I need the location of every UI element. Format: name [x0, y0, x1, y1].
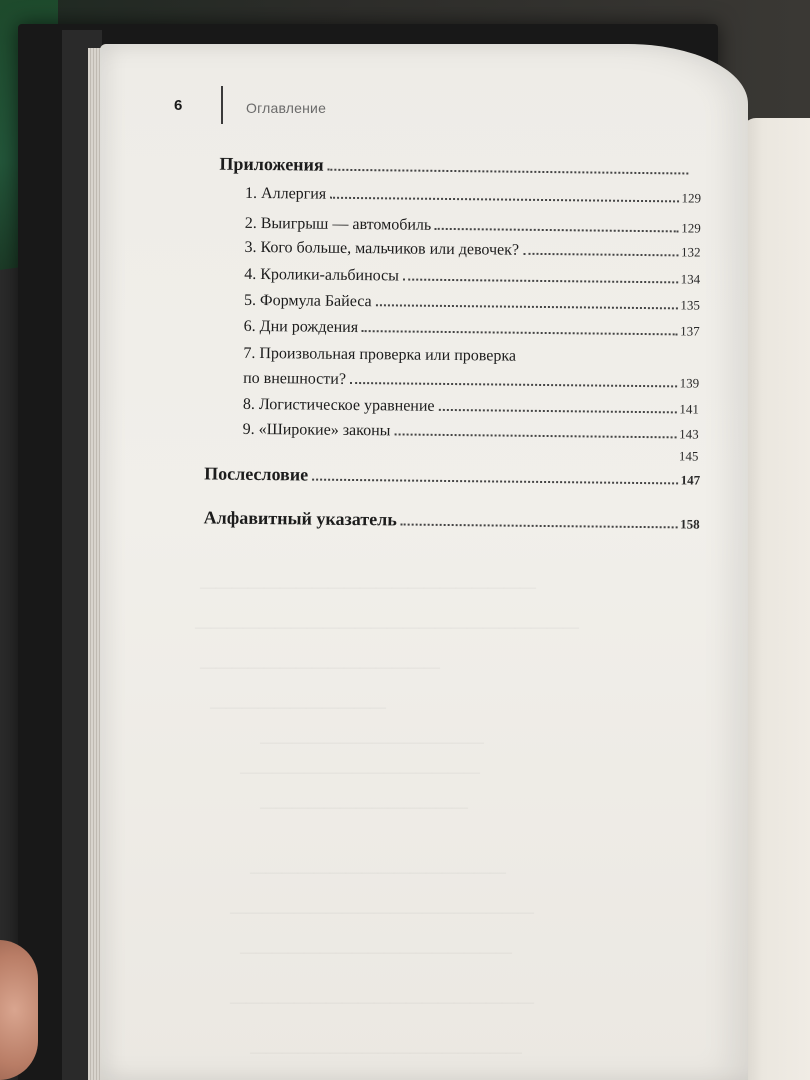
- page-number: 6: [174, 97, 183, 114]
- toc-section-title: Послесловие: [204, 463, 309, 485]
- show-through-text: ————————————————: [250, 864, 506, 881]
- toc-item-label: 1. Аллергия: [245, 184, 327, 203]
- leader-dots: [246, 456, 675, 460]
- show-through-text: ——————————————: [260, 734, 484, 751]
- toc-item-page: 129: [681, 220, 701, 236]
- toc-item-label: 3. Кого больше, мальчиков или девочек?: [244, 238, 520, 259]
- toc-item: [243, 370, 699, 397]
- toc-item-page: 143: [679, 426, 699, 442]
- leader-dots: [350, 382, 677, 387]
- toc-section-page: 158: [680, 516, 700, 532]
- toc-item: [244, 266, 700, 293]
- leader-dots: [362, 330, 677, 335]
- toc-section-index: [204, 507, 700, 534]
- thumb: [0, 940, 38, 1080]
- toc-item: [245, 215, 701, 242]
- show-through-text: ———————————————: [240, 764, 480, 781]
- toc-item-page: 132: [680, 244, 701, 260]
- leader-dots: [523, 253, 678, 257]
- toc-section-appendix: [219, 154, 691, 181]
- toc-item: [243, 396, 699, 423]
- toc-item: [244, 318, 700, 345]
- toc-item-label: 5. Формула Байеса: [243, 291, 372, 311]
- leader-dots: [376, 304, 678, 309]
- show-through-text: —————————————————————: [200, 579, 536, 596]
- toc-item-page: 145: [678, 448, 699, 464]
- leader-dots: [328, 169, 689, 175]
- show-through-text: —————————————: [260, 799, 468, 816]
- toc-item-label: по внешности?: [243, 369, 347, 388]
- toc-item-label: 9. «Широкие» законы: [242, 420, 391, 440]
- toc-section-title: Приложения: [219, 153, 324, 175]
- leader-dots: [394, 433, 676, 438]
- toc-item-page: 134: [680, 271, 701, 287]
- show-through-text: —————————————————: [240, 944, 512, 961]
- toc-item-page: 129: [681, 190, 702, 206]
- toc-section-afterword: [204, 463, 700, 490]
- show-through-text: ———————————————: [200, 659, 440, 676]
- toc-item-label: 2. Выигрыш — автомобиль: [244, 214, 432, 234]
- leader-dots: [439, 409, 677, 413]
- leader-dots: [312, 479, 677, 485]
- toc-item-label: 6. Дни рождения: [243, 317, 359, 337]
- leader-dots: [330, 197, 678, 203]
- show-through-text: ————————————————————————: [195, 619, 579, 636]
- toc-item: [244, 239, 700, 266]
- toc-item-label: 4. Кролики-альбиносы: [244, 265, 400, 285]
- toc-item-page: 137: [680, 323, 700, 339]
- toc-item-page: 139: [679, 375, 700, 391]
- show-through-text: ———————————————————: [230, 994, 534, 1011]
- toc-section-title: Алфавитный указатель: [203, 507, 397, 530]
- leader-dots: [435, 228, 678, 233]
- toc-item: [244, 292, 700, 319]
- leader-dots: [403, 279, 678, 284]
- toc-section-page: 147: [680, 472, 701, 488]
- running-title: Оглавление: [246, 100, 327, 116]
- leader-dots: [401, 523, 677, 528]
- toc-item-page: 135: [680, 297, 701, 313]
- toc-item-label: 7. Произвольная проверка или проверка: [243, 344, 517, 365]
- show-through-text: ———————————: [210, 699, 386, 716]
- toc-item-page: 141: [679, 401, 699, 417]
- toc-item-label: 8. Логистическое уравнение: [242, 395, 435, 415]
- toc-item: [245, 185, 701, 212]
- show-through-text: —————————————————: [250, 1044, 522, 1061]
- show-through-text: ———————————————————: [230, 904, 534, 921]
- toc-item-line1: [243, 345, 699, 372]
